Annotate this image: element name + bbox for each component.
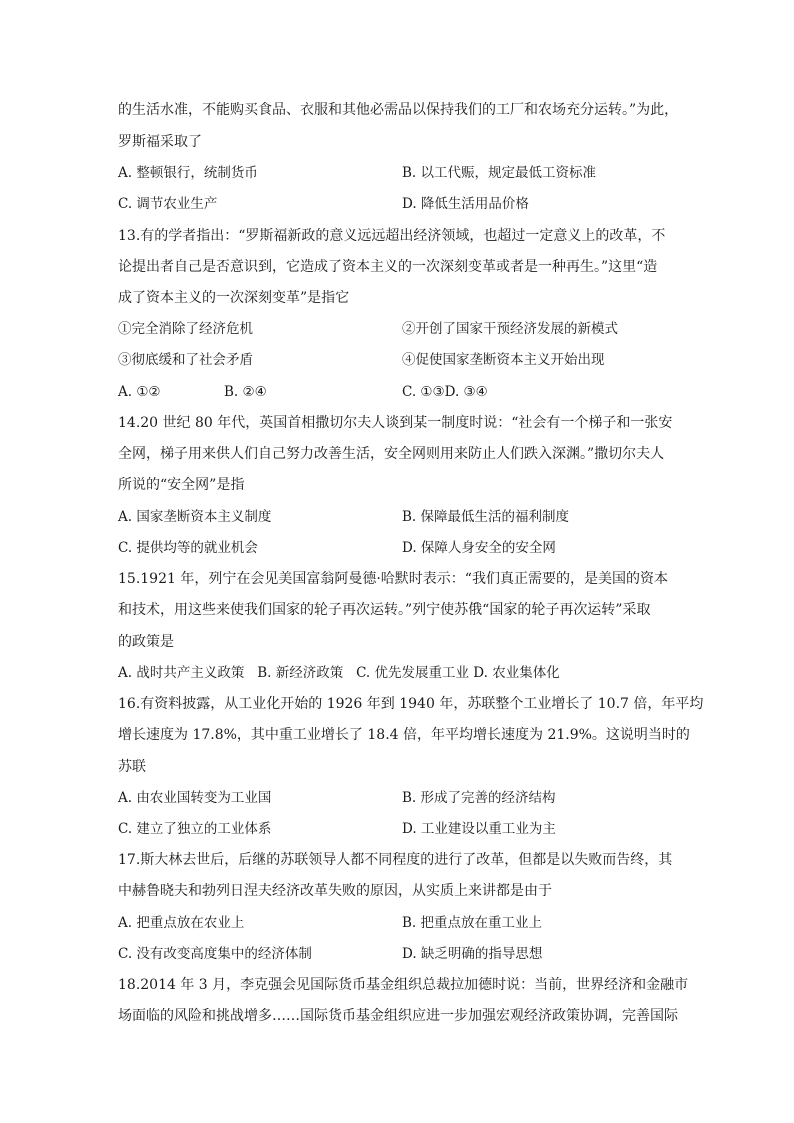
option-b: B. 以工代赈，规定最低工资标准 bbox=[402, 165, 597, 181]
option-a: A. 整顿银行，统制货币 bbox=[118, 165, 258, 181]
text-line: 罗斯福采取了 bbox=[118, 134, 202, 150]
text-line: 增长速度为 17.8%，其中重工业增长了 18.4 倍，年平均增长速度为 21.9%。这说明当时的 bbox=[118, 727, 690, 743]
option-b: B. 形成了完善的经济结构 bbox=[402, 790, 556, 806]
statement-4: ④促使国家垄断资本主义开始出现 bbox=[402, 352, 605, 368]
question-15: 15.1921 年，列宁在会见美国富翁阿曼德·哈默时表示：“我们真正需要的，是美国的资本 bbox=[118, 571, 668, 587]
text-line: 场面临的风险和挑战增多……国际货币基金组织应进一步加强宏观经济政策协调，完善国际 bbox=[118, 1008, 678, 1024]
text-line: 论提出者自己是否意识到，它造成了资本主义的一次深刻变革或者是一种再生。”这里“造 bbox=[118, 259, 658, 275]
statement-1: ①完全消除了经济危机 bbox=[118, 321, 253, 337]
option-b: B. 把重点放在重工业上 bbox=[402, 915, 543, 931]
option-a: A. 由农业国转变为工业国 bbox=[118, 790, 272, 806]
question-16: 16.有资料披露，从工业化开始的 1926 年到 1940 年，苏联整个工业增长了 10.7 倍，年平均 bbox=[118, 696, 704, 712]
option-a: A. 把重点放在农业上 bbox=[118, 915, 245, 931]
option-d: D. 工业建设以重工业为主 bbox=[402, 821, 556, 837]
statement-2: ②开创了国家干预经济发展的新模式 bbox=[402, 321, 618, 337]
text-line: 的政策是 bbox=[118, 634, 174, 650]
text-line: 中赫鲁晓夫和勃列日涅夫经济改革失败的原因，从实质上来讲都是由于 bbox=[118, 883, 552, 899]
options-row: A. 战时共产主义政策 B. 新经济政策 C. 优先发展重工业 D. 农业集体化 bbox=[118, 665, 560, 681]
question-13: 13.有的学者指出：“罗斯福新政的意义远远超出经济领域，也超过一定意义上的改革，不 bbox=[118, 228, 666, 244]
statement-3: ③彻底缓和了社会矛盾 bbox=[118, 352, 253, 368]
option-a: A. ①② bbox=[118, 384, 161, 400]
option-d: D. 缺乏明确的指导思想 bbox=[402, 946, 543, 962]
text-line: 所说的“安全网”是指 bbox=[118, 477, 245, 493]
question-17: 17.斯大林去世后，后继的苏联领导人都不同程度的进行了改革，但都是以失败而告终，其 bbox=[118, 852, 673, 868]
text-line: 的生活水准，不能购买食品、衣服和其他必需品以保持我们的工厂和农场充分运转。”为此， bbox=[118, 102, 679, 118]
option-b: B. ②④ bbox=[224, 384, 267, 400]
option-c: C. 调节农业生产 bbox=[118, 196, 218, 212]
text-line: 全网，梯子用来供人们自己努力改善生活，安全网则用来防止人们跌入深渊。”撒切尔夫人 bbox=[118, 446, 665, 462]
question-14: 14.20 世纪 80 年代，英国首相撒切尔夫人谈到某一制度时说：“社会有一个梯子和一张安 bbox=[118, 415, 673, 431]
text-line: 苏联 bbox=[118, 759, 146, 775]
text-line: 和技术，用这些来使我们国家的轮子再次运转。”列宁使苏俄“国家的轮子再次运转”采取 bbox=[118, 602, 651, 618]
option-d: D. 降低生活用品价格 bbox=[402, 196, 529, 212]
option-c-d: C. ①③D. ③④ bbox=[402, 384, 488, 400]
option-d: D. 保障人身安全的安全网 bbox=[402, 540, 556, 556]
text-line: 成了资本主义的一次深刻变革”是指它 bbox=[118, 290, 350, 306]
option-a: A. 国家垄断资本主义制度 bbox=[118, 509, 272, 525]
option-c: C. 没有改变高度集中的经济体制 bbox=[118, 946, 312, 962]
option-b: B. 保障最低生活的福利制度 bbox=[402, 509, 570, 525]
question-18: 18.2014 年 3 月，李克强会见国际货币基金组织总裁拉加德时说：当前，世界经济和金融市 bbox=[118, 977, 689, 993]
option-c: C. 提供均等的就业机会 bbox=[118, 540, 258, 556]
option-c: C. 建立了独立的工业体系 bbox=[118, 821, 272, 837]
